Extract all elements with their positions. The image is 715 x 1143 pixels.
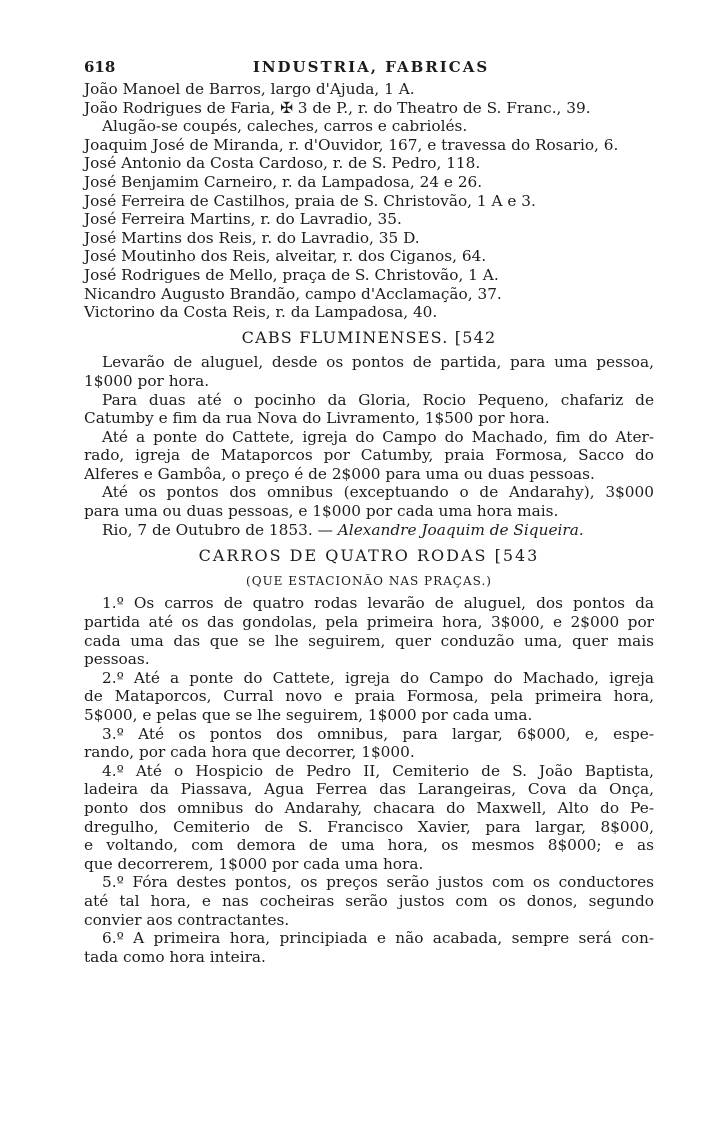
section-heading-carros: CARROS DE QUATRO RODAS [543 (198, 546, 540, 566)
page-number: 618 (84, 58, 116, 76)
directory-entry: Victorino da Costa Reis, r. da Lampadosa, 40. (84, 303, 438, 322)
date-text: Rio, 7 de Outubro de 1853. — (102, 520, 333, 539)
text-line: partida até os das gondolas, pela primeira hora, 3$000, e 2$000 por (84, 613, 654, 632)
text-line: ladeira da Piassava, Agua Ferrea das Larangeiras, Cova da Onça, (84, 780, 654, 799)
text-line: 3.º Até os pontos dos omnibus, para largar, 6$000, e, espe- (102, 724, 654, 743)
text-column (84, 80, 654, 966)
directory-entry: José Ferreira de Castilhos, praia de S. Christovão, 1 A e 3. (84, 191, 536, 210)
signature-name: Alexandre Joaquim de Siqueira. (337, 520, 584, 539)
directory-entry: José Benjamim Carneiro, r. da Lampadosa, 24 e 26. (84, 172, 483, 191)
text-line: Levarão de aluguel, desde os pontos de partida, para uma pessoa, (102, 353, 654, 372)
directory-entry: José Antonio da Costa Cardoso, r. de S. Pedro, 118. (84, 154, 481, 173)
text-line: 4.º Até o Hospicio de Pedro II, Cemiterio de S. João Baptista, (102, 761, 654, 780)
text-line: cada uma das que se lhe seguirem, quer conduzão uma, quer mais (84, 631, 654, 650)
directory-entry: João Manoel de Barros, largo d'Ajuda, 1 A. (84, 80, 415, 98)
section-heading-cabs: CABS FLUMINENSES. [542 (241, 327, 497, 347)
text-line: ponto dos omnibus do Andarahy, chacara do Maxwell, Alto do Pe- (84, 798, 654, 817)
page-header (84, 58, 658, 80)
directory-entry: Joaquim José de Miranda, r. d'Ouvidor, 167, e travessa do Rosario, 6. (84, 135, 619, 154)
text-line: que decorrerem, 1$000 por cada uma hora. (84, 854, 424, 873)
cabs-section (84, 353, 654, 539)
text-line: rado, igreja de Mataporcos por Catumby, praia Formosa, Sacco do (84, 446, 654, 465)
text-line: 1$000 por hora. (84, 371, 210, 390)
text-line: de Mataporcos, Curral novo e praia Formosa, pela primeira hora, (84, 687, 654, 706)
directory-entry: José Martins dos Reis, r. do Lavradio, 35 D. (84, 228, 420, 247)
text-line: 2.º Até a ponte do Cattete, igreja do Campo do Machado, igreja (102, 668, 654, 687)
text-line: dregulho, Cemiterio de S. Francisco Xavier, para largar, 8$000, (84, 817, 654, 836)
directory-entry: José Rodrigues de Mello, praça de S. Christovão, 1 A. (84, 265, 499, 284)
text-line: Para duas até o pocinho da Gloria, Rocio Pequeno, chafariz de (102, 390, 654, 409)
carros-section (84, 594, 654, 966)
text-line: até tal hora, e nas cocheiras serão justos com os donos, segundo (84, 891, 654, 910)
text-line: Alferes e Gambôa, o preço é de 2$000 para uma ou duas pessoas. (84, 464, 595, 483)
directory-entry: Alugão-se coupés, caleches, carros e cabriolés. (102, 117, 468, 136)
directory-entry: Nicandro Augusto Brandão, campo d'Acclamação, 37. (84, 284, 502, 303)
text-line: pessoas. (84, 650, 150, 669)
text-line: e voltando, com demora de uma hora, os mesmos 8$000; e as (84, 836, 654, 855)
text-line: Até os pontos dos omnibus (exceptuando o de Andarahy), 3$000 (102, 483, 654, 502)
text-line: 6.º A primeira hora, principiada e não acabada, sempre será con- (102, 929, 654, 948)
text-line: Catumby e fim da rua Nova do Livramento, 1$500 por hora. (84, 409, 550, 428)
directory-entry: José Ferreira Martins, r. do Lavradio, 35. (84, 210, 402, 229)
directory-entry: José Moutinho dos Reis, alveitar, r. dos Ciganos, 64. (84, 247, 487, 266)
running-title: INDUSTRIA, FABRICAS (252, 58, 490, 76)
text-line: tada como hora inteira. (84, 947, 266, 966)
text-line: 5.º Fóra destes pontos, os preços serão justos com os conductores (102, 873, 654, 892)
text-line: rando, por cada hora que decorrer, 1$000. (84, 743, 415, 762)
text-line: 5$000, e pelas que se lhe seguirem, 1$000 por cada uma. (84, 706, 533, 724)
directory-list (84, 80, 654, 322)
text-line: para uma ou duas pessoas, e 1$000 por cada uma hora mais. (84, 502, 559, 521)
signature-line (84, 521, 654, 540)
text-line: convier aos contractantes. (84, 910, 290, 929)
section-subheading: (QUE ESTACIONÃO NAS PRAÇAS.) (246, 573, 492, 588)
text-line: 1.º Os carros de quatro rodas levarão de aluguel, dos pontos da (102, 594, 654, 613)
text-line: Até a ponte do Cattete, igreja do Campo do Machado, fim do Ater- (102, 427, 654, 446)
directory-entry: João Rodrigues de Faria, ✠ 3 de P., r. do Theatro de S. Franc., 39. (84, 98, 591, 117)
